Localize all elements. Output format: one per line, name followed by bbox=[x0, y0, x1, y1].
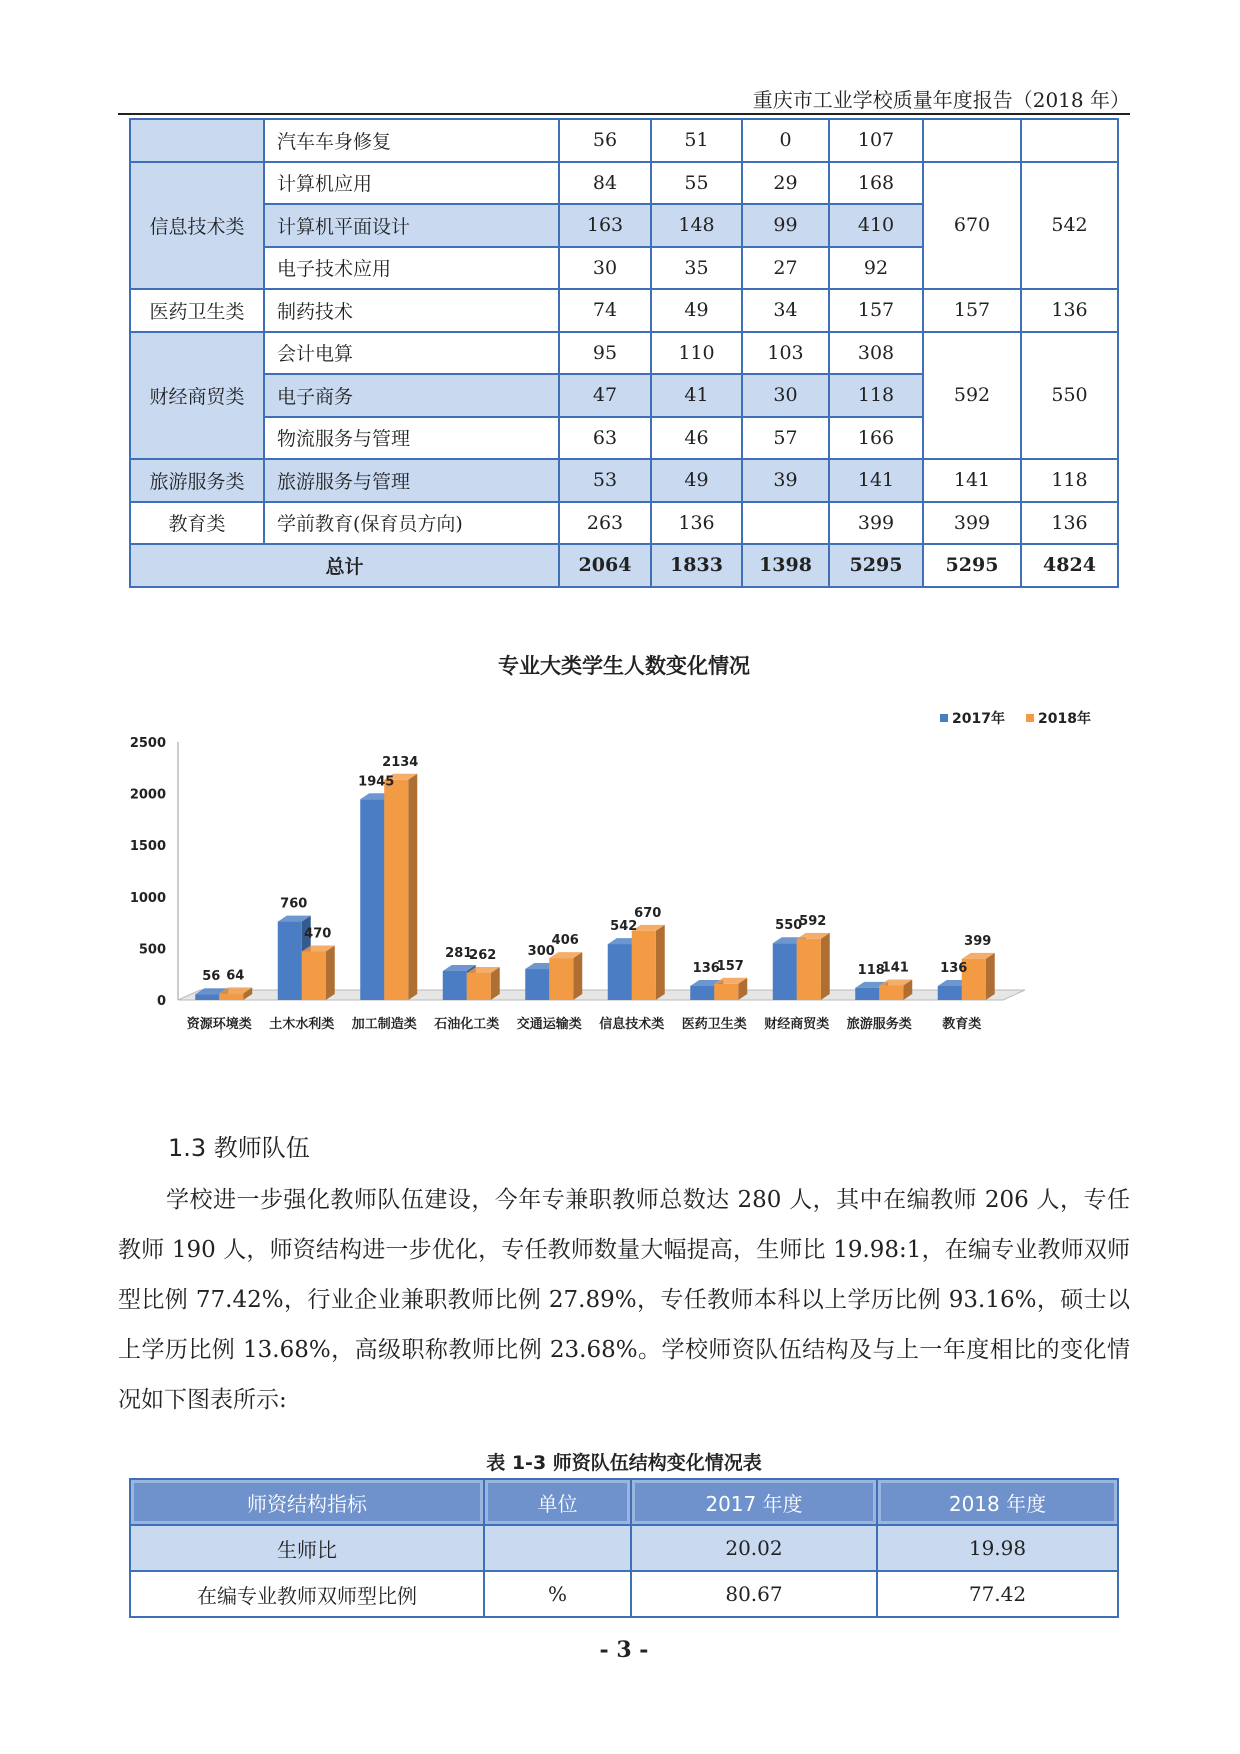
value-cell: 399 bbox=[829, 502, 923, 545]
value-cell: 95 bbox=[559, 332, 651, 375]
data-label: 300 bbox=[527, 944, 555, 960]
table-row bbox=[130, 289, 1118, 332]
category-cell bbox=[130, 119, 264, 162]
category-total-cell: 141 bbox=[923, 459, 1021, 502]
major-cell: 会计电算 bbox=[264, 332, 559, 375]
bar bbox=[879, 979, 912, 1000]
data-label: 470 bbox=[304, 926, 332, 942]
bar-front bbox=[879, 985, 903, 1000]
value-cell: 53 bbox=[559, 459, 651, 502]
value-cell: 30 bbox=[559, 247, 651, 290]
value-cell: 30 bbox=[742, 374, 829, 417]
table-cell bbox=[484, 1525, 631, 1571]
value-cell: 118 bbox=[829, 374, 923, 417]
value-cell: 308 bbox=[829, 332, 923, 375]
data-label: 760 bbox=[280, 896, 308, 912]
category-label: 土木水利类 bbox=[269, 1017, 335, 1032]
bar-side bbox=[986, 953, 995, 1000]
column-header: 2017 年度 bbox=[631, 1479, 877, 1525]
category-cell: 财经商贸类 bbox=[130, 332, 264, 460]
header-rule bbox=[118, 113, 1130, 115]
bar-front bbox=[690, 986, 714, 1000]
legend-label: 2017年 bbox=[952, 711, 1005, 727]
value-cell: 166 bbox=[829, 417, 923, 460]
value-cell: 1398 bbox=[742, 544, 829, 587]
data-label: 281 bbox=[445, 946, 473, 962]
bar-front bbox=[797, 939, 821, 1000]
y-tick-label: 500 bbox=[138, 942, 166, 958]
category-prev-cell: 136 bbox=[1021, 502, 1118, 545]
bar-front bbox=[549, 958, 573, 1000]
bar-front bbox=[938, 986, 962, 1000]
table-cell: 生师比 bbox=[130, 1525, 484, 1571]
value-cell: 92 bbox=[829, 247, 923, 290]
table-row bbox=[130, 332, 1118, 375]
data-label: 399 bbox=[964, 933, 992, 949]
value-cell: 46 bbox=[651, 417, 742, 460]
column-header: 师资结构指标 bbox=[130, 1479, 484, 1525]
y-tick-label: 2500 bbox=[130, 736, 166, 751]
bar-side bbox=[821, 933, 830, 1000]
value-cell: 63 bbox=[559, 417, 651, 460]
value-cell: 39 bbox=[742, 459, 829, 502]
category-total-cell: 670 bbox=[923, 162, 1021, 290]
value-cell: 49 bbox=[651, 459, 742, 502]
major-cell: 计算机应用 bbox=[264, 162, 559, 205]
value-cell: 263 bbox=[559, 502, 651, 545]
legend-swatch bbox=[1026, 714, 1034, 722]
running-header: 重庆市工业学校质量年度报告（2018 年） bbox=[752, 88, 1130, 112]
category-prev-cell: 4824 bbox=[1021, 544, 1118, 587]
bar bbox=[384, 774, 417, 1000]
major-cell: 旅游服务与管理 bbox=[264, 459, 559, 502]
data-label: 136 bbox=[940, 960, 968, 976]
value-cell: 141 bbox=[829, 459, 923, 502]
table-cell: 20.02 bbox=[631, 1525, 877, 1571]
major-cell: 物流服务与管理 bbox=[264, 417, 559, 460]
bar-front bbox=[384, 780, 408, 1000]
data-label: 592 bbox=[799, 913, 827, 929]
value-cell bbox=[923, 119, 1021, 162]
category-prev-cell: 550 bbox=[1021, 332, 1118, 460]
chart-title: 专业大类学生人数变化情况 bbox=[498, 654, 750, 678]
y-tick-label: 1500 bbox=[130, 839, 166, 855]
total-label: 总计 bbox=[130, 544, 559, 587]
major-cell: 汽车车身修复 bbox=[264, 119, 559, 162]
table-header-row bbox=[130, 1479, 1118, 1525]
bar-front bbox=[608, 944, 632, 1000]
y-axis bbox=[130, 736, 178, 1009]
value-cell: 107 bbox=[829, 119, 923, 162]
bar bbox=[714, 978, 747, 1000]
value-cell bbox=[1021, 119, 1118, 162]
bar-front bbox=[195, 994, 219, 1000]
legend-swatch bbox=[940, 714, 948, 722]
category-prev-cell: 118 bbox=[1021, 459, 1118, 502]
data-label: 2134 bbox=[382, 754, 419, 770]
column-header: 2018 年度 bbox=[877, 1479, 1118, 1525]
value-cell: 1833 bbox=[651, 544, 742, 587]
category-total-cell: 399 bbox=[923, 502, 1021, 545]
value-cell: 110 bbox=[651, 332, 742, 375]
major-cell: 电子商务 bbox=[264, 374, 559, 417]
bar-front bbox=[632, 931, 656, 1000]
table-row bbox=[130, 459, 1118, 502]
category-total-cell: 5295 bbox=[923, 544, 1021, 587]
value-cell: 136 bbox=[651, 502, 742, 545]
category-label: 交通运输类 bbox=[516, 1017, 582, 1032]
category-label: 石油化工类 bbox=[434, 1017, 500, 1032]
bar-side bbox=[326, 945, 335, 1000]
legend-label: 2018年 bbox=[1038, 711, 1091, 727]
data-label: 406 bbox=[551, 933, 579, 949]
bar-side bbox=[408, 774, 417, 1000]
category-label: 旅游服务类 bbox=[846, 1017, 912, 1032]
value-cell: 57 bbox=[742, 417, 829, 460]
table-row bbox=[130, 1525, 1118, 1571]
value-cell: 148 bbox=[651, 204, 742, 247]
value-cell: 103 bbox=[742, 332, 829, 375]
value-cell: 55 bbox=[651, 162, 742, 205]
value-cell: 27 bbox=[742, 247, 829, 290]
value-cell bbox=[742, 502, 829, 545]
major-cell: 计算机平面设计 bbox=[264, 204, 559, 247]
category-cell: 旅游服务类 bbox=[130, 459, 264, 502]
category-label: 信息技术类 bbox=[599, 1017, 665, 1032]
bar-chart bbox=[130, 700, 1130, 1100]
value-cell: 163 bbox=[559, 204, 651, 247]
data-label: 141 bbox=[881, 960, 909, 976]
value-cell: 84 bbox=[559, 162, 651, 205]
value-cell: 51 bbox=[651, 119, 742, 162]
bar bbox=[962, 953, 995, 1000]
category-total-cell: 592 bbox=[923, 332, 1021, 460]
bar-front bbox=[714, 984, 738, 1000]
y-tick-label: 1000 bbox=[130, 890, 166, 906]
category-prev-cell: 542 bbox=[1021, 162, 1118, 290]
value-cell: 29 bbox=[742, 162, 829, 205]
category-prev-cell: 136 bbox=[1021, 289, 1118, 332]
value-cell: 74 bbox=[559, 289, 651, 332]
bar-front bbox=[855, 988, 879, 1000]
value-cell: 56 bbox=[559, 119, 651, 162]
value-cell: 2064 bbox=[559, 544, 651, 587]
table-cell: 在编专业教师双师型比例 bbox=[130, 1571, 484, 1617]
column-header: 单位 bbox=[484, 1479, 631, 1525]
value-cell: 49 bbox=[651, 289, 742, 332]
bar bbox=[467, 967, 500, 1000]
category-cell: 医药卫生类 bbox=[130, 289, 264, 332]
value-cell: 34 bbox=[742, 289, 829, 332]
major-cell: 学前教育(保育员方向) bbox=[264, 502, 559, 545]
table-caption: 表 1-3 师资队伍结构变化情况表 bbox=[486, 1452, 762, 1474]
bar bbox=[302, 945, 335, 1000]
body-paragraph: 学校进一步强化教师队伍建设，今年专兼职教师总数达 280 人，其中在编教师 206 人，专任教师 190 人，师资结构进一步优化，专任教师数量大幅提高，生师比 19.98:1，在编专业教师双师型比例 77.42%，行业企业兼职教师比例 27.89%，专任教师本科以上学历比例 93.16%，硕士以上学历比例 13.68%，高级职称教师比例 23.68%。学校师资队伍结构及与上一年度相比的变化情况如下图表所示: bbox=[118, 1187, 1130, 1413]
bar-front bbox=[278, 922, 302, 1000]
table-cell: 77.42 bbox=[877, 1571, 1118, 1617]
bar bbox=[797, 933, 830, 1000]
data-label: 542 bbox=[610, 919, 638, 935]
y-tick-label: 0 bbox=[156, 994, 166, 1009]
section-title: 1.3 教师队伍 bbox=[168, 1134, 310, 1162]
table-cell: % bbox=[484, 1571, 631, 1617]
data-label: 670 bbox=[634, 905, 662, 921]
bar-front bbox=[773, 943, 797, 1000]
data-label: 136 bbox=[692, 960, 720, 976]
table-row bbox=[130, 1571, 1118, 1617]
data-label: 64 bbox=[226, 968, 245, 984]
category-label: 财经商贸类 bbox=[764, 1017, 830, 1032]
value-cell: 35 bbox=[651, 247, 742, 290]
value-cell: 157 bbox=[829, 289, 923, 332]
table-row bbox=[130, 162, 1118, 205]
enrollment-table bbox=[129, 118, 1119, 588]
major-cell: 电子技术应用 bbox=[264, 247, 559, 290]
total-row bbox=[130, 544, 1118, 587]
bar bbox=[632, 925, 665, 1000]
faculty-table bbox=[129, 1478, 1119, 1618]
bar-side bbox=[656, 925, 665, 1000]
category-cell: 教育类 bbox=[130, 502, 264, 545]
value-cell: 99 bbox=[742, 204, 829, 247]
bar-front bbox=[525, 969, 549, 1000]
category-labels bbox=[187, 1016, 982, 1032]
data-label: 550 bbox=[775, 918, 803, 934]
bar bbox=[549, 952, 582, 1000]
bar-side bbox=[573, 952, 582, 1000]
data-label: 118 bbox=[857, 962, 885, 978]
value-cell: 5295 bbox=[829, 544, 923, 587]
bar-front bbox=[443, 971, 467, 1000]
table-row bbox=[130, 119, 1118, 162]
category-total-cell: 157 bbox=[923, 289, 1021, 332]
category-label: 教育类 bbox=[942, 1017, 982, 1032]
category-label: 加工制造类 bbox=[351, 1017, 417, 1032]
value-cell: 47 bbox=[559, 374, 651, 417]
category-label: 资源环境类 bbox=[186, 1017, 252, 1032]
value-cell: 41 bbox=[651, 374, 742, 417]
bar-front bbox=[219, 993, 243, 1000]
value-cell: 168 bbox=[829, 162, 923, 205]
category-label: 医药卫生类 bbox=[681, 1017, 747, 1032]
legend bbox=[940, 710, 1091, 727]
y-tick-label: 2000 bbox=[130, 787, 166, 803]
bar-front bbox=[302, 951, 326, 1000]
table-cell: 19.98 bbox=[877, 1525, 1118, 1571]
table-cell: 80.67 bbox=[631, 1571, 877, 1617]
value-cell: 410 bbox=[829, 204, 923, 247]
data-label: 262 bbox=[469, 947, 497, 963]
value-cell: 0 bbox=[742, 119, 829, 162]
page-number: - 3 - bbox=[599, 1637, 649, 1663]
data-label: 1945 bbox=[358, 774, 395, 790]
table-row bbox=[130, 502, 1118, 545]
bar-front bbox=[360, 799, 384, 1000]
data-label: 56 bbox=[202, 969, 221, 985]
category-cell: 信息技术类 bbox=[130, 162, 264, 290]
data-label: 157 bbox=[716, 958, 744, 974]
bar-front bbox=[467, 973, 491, 1000]
major-cell: 制药技术 bbox=[264, 289, 559, 332]
